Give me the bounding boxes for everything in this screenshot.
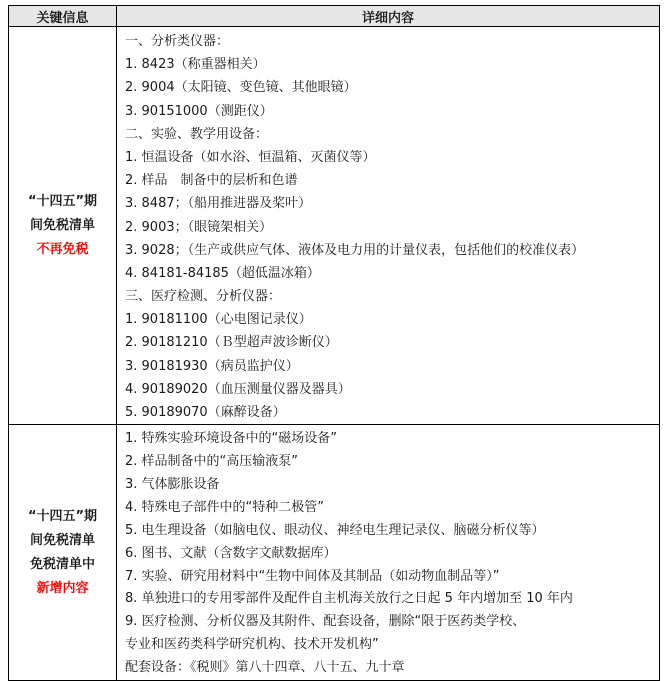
- detail-line: 二、实验、教学用设备：: [125, 126, 269, 142]
- detail-line: 2. 9003；（眼镜架相关）: [125, 219, 273, 235]
- detail-line: 3. 90151000（测距仪）: [125, 103, 273, 119]
- detail-line: 1. 90181100（心电图记录仪）: [125, 312, 312, 328]
- detail-line: 8. 单独进口的专用零部件及配件自主机海关放行之日起 5 年内增加至 10 年内: [125, 591, 573, 607]
- detail-line: 1. 恒温设备（如水浴、恒温箱、灭菌仪等）: [125, 149, 376, 165]
- detail-line: 1. 特殊实验环境设备中的“磁场设备”: [125, 431, 338, 447]
- detail-line: 2. 样品制备中的“高压输液泵”: [125, 454, 299, 470]
- detail-line: 5. 电生理设备（如脑电仪、眼动仪、神经电生理记录仪、脑磁分析仪等）: [125, 522, 545, 538]
- detail-line: 6. 图书、文献（含数字文献数据库）: [125, 545, 337, 561]
- row-added-items: [9, 425, 660, 681]
- key-line: 免税清单中: [29, 556, 95, 572]
- detail-line: 9. 医疗检测、分析仪器及其附件、配套设备，删除“限于医药类学校、: [125, 614, 526, 630]
- detail-line: 2. 90181210（Ｂ型超声波诊断仪）: [125, 335, 338, 351]
- detail-cell-removed: [117, 27, 660, 425]
- detail-line: 一、分析类仪器：: [125, 34, 230, 49]
- key-cell-added: [9, 425, 117, 681]
- detail-line: 7. 实验、研究用材料中“生物中间体及其制品（如动物血制品等）”: [125, 568, 500, 584]
- key-highlight: 不再免税: [36, 241, 89, 257]
- detail-line: 4. 90189020（血压测量仪器及器具）: [125, 381, 351, 397]
- key-line: 间免税清单: [29, 217, 95, 233]
- key-highlight: 新增内容: [36, 580, 89, 596]
- row-removed-items: [9, 27, 660, 425]
- detail-line: 3. 9028；（生产或供应气体、液体及电力用的计量仪表，包括他们的校准仪表）: [125, 242, 585, 258]
- table-header-row: [9, 6, 660, 27]
- key-line: “十四五”期: [27, 508, 98, 524]
- detail-line: 2. 9004（太阳镜、变色镜、其他眼镜）: [125, 80, 357, 96]
- detail-line: 专业和医药类科学研究机构、技术开发机构”: [125, 637, 379, 653]
- key-line: 间免税清单: [29, 532, 95, 548]
- detail-line: 2. 样品 制备中的层析和色谱: [125, 173, 298, 189]
- detail-line: 1. 8423（称重器相关）: [125, 57, 266, 73]
- header-details: 详细内容: [117, 6, 660, 27]
- detail-line: 5. 90189070（麻醉设备）: [125, 405, 286, 420]
- detail-line: 3. 8487；（船用推进器及桨叶）: [125, 196, 312, 212]
- detail-line: 配套设备：《税则》第八十四章、八十五、九十章: [125, 660, 405, 676]
- detail-line: 三、医疗检测、分析仪器：: [125, 289, 282, 305]
- header-key-info: 关键信息: [9, 6, 117, 27]
- detail-line: 3. 90181930（病员监护仪）: [125, 358, 299, 374]
- detail-cell-added: [117, 425, 660, 681]
- detail-line: 4. 84181-84185（超低温冰箱）: [125, 265, 320, 281]
- detail-line: 4. 特殊电子部件中的“特种二极管”: [125, 499, 325, 515]
- info-table: [8, 5, 660, 681]
- key-line: “十四五”期: [27, 193, 98, 209]
- key-cell-removed: [9, 27, 117, 425]
- detail-line: 3. 气体膨胀设备: [125, 476, 220, 492]
